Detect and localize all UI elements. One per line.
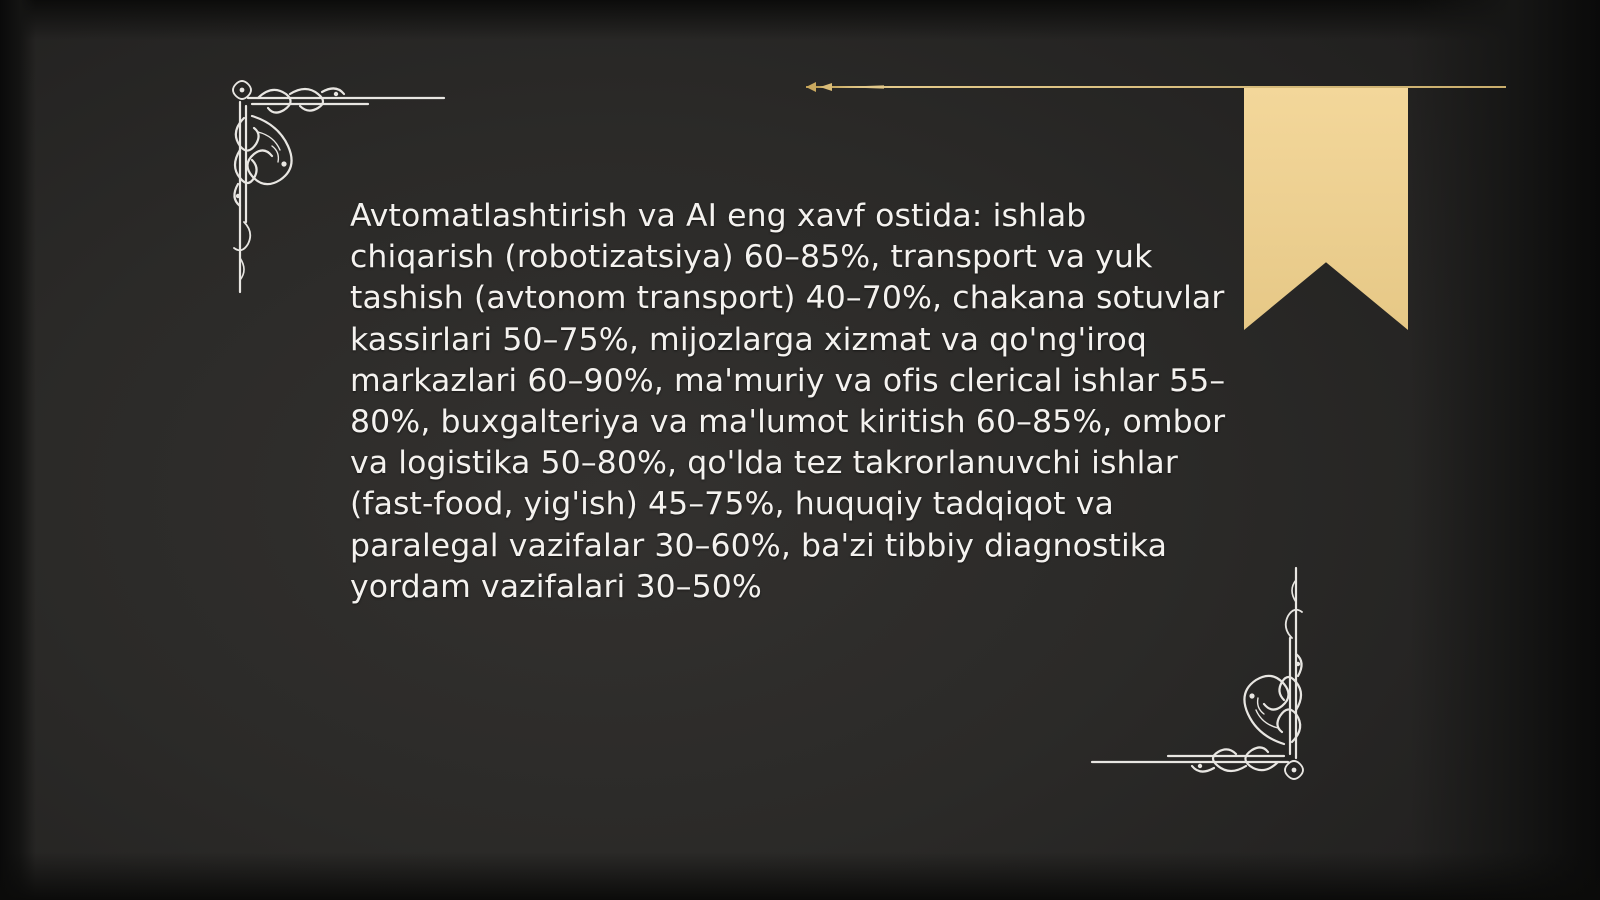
gold-rule-arrow-tip-icon [806, 80, 898, 94]
vignette-bottom-edge [0, 852, 1600, 900]
gold-horizontal-rule [806, 86, 1506, 88]
vignette-right-edge [1410, 0, 1600, 900]
gold-ribbon-bookmark [1244, 88, 1408, 330]
slide-body-text: Avtomatlashtirish va AI eng xavf ostida: ishlab chiqarish (robotizatsiya) 60–85%, transport va yuk tashish (avtonom transport) 40–70%, chakana sotuvlar kassirlari 50–75%, mijozlarga xizmat va qo'ng'iroq markazlari 60–90%, ma'muriy va ofis clerical ishlar 55–80%, buxgalteriya va ma'lumot kiritish 60–85%, ombor va logistika 50–80%, qo'lda tez takrorlanuvchi ishlar (fast-food, yig'ish) 45–75%, huquqiy tadqiqot va paralegal vazifalar 30–60%, ba'zi tibbiy diagnostika yordam vazifalari 30–50% [350, 198, 1236, 605]
vignette-left-edge [0, 0, 36, 900]
vignette-top-edge [0, 0, 1600, 40]
